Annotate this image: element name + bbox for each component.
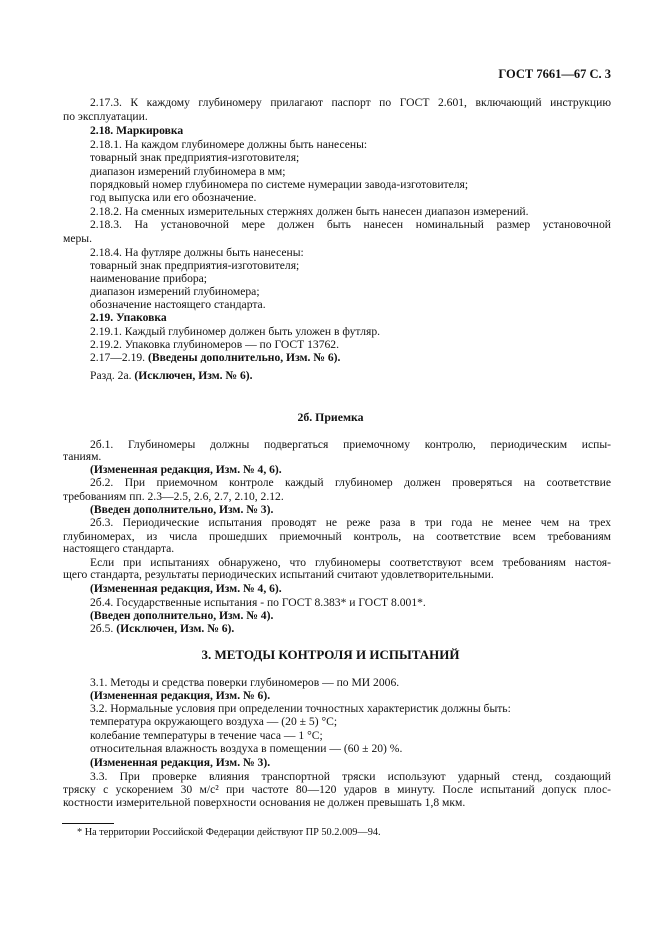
text-line	[90, 165, 611, 179]
text-line	[90, 351, 611, 365]
text-normal: 3.2. Нормальные условия при определении точностных характеристик должны быть:	[90, 702, 511, 715]
text-bold: (Измененная редакция, Изм. № 4, 6).	[90, 463, 282, 476]
text-normal: 2.19.2. Упаковка глубиномеров — по ГОСТ 13762.	[90, 338, 339, 351]
footnote: * На территории Российской Федерации действуют ПР 50.2.009—94.	[77, 827, 381, 838]
text-normal: 2.18.3. На установочной мере должен быть нанесен номинальный размер установочной	[90, 218, 611, 231]
text-normal: костности измерительной поверхности основания не должен превышать 1,8 мкм.	[63, 796, 466, 809]
text-line	[90, 476, 611, 490]
text-normal: 3.1. Методы и средства поверки глубиномеров — по МИ 2006.	[90, 676, 400, 689]
text-normal: меры.	[63, 232, 92, 245]
text-line	[90, 124, 611, 138]
text-normal: настоящего стандарта.	[63, 542, 175, 555]
text-line	[90, 218, 611, 232]
text-line	[90, 259, 611, 273]
text-bold: (Измененная редакция, Изм. № 3).	[90, 756, 271, 769]
text-normal: 2б.5.	[90, 622, 117, 635]
text-bold: (Измененная редакция, Изм. № 4, 6).	[90, 582, 282, 595]
text-normal: 2.17.3. К каждому глубиномеру прилагают паспорт по ГОСТ 2.601, включающий инструкцию	[90, 96, 611, 109]
text-line	[90, 622, 611, 636]
text-line	[90, 138, 611, 152]
text-line	[90, 151, 611, 165]
text-normal: порядковый номер глубиномера по системе нумерации завода-изготовителя;	[90, 178, 469, 191]
text-normal: щего стандарта, результаты периодических испытаний считают удовлетворительными.	[63, 568, 494, 581]
text-bold: 2.19. Упаковка	[90, 311, 167, 324]
text-normal: 2.18.4. На футляре должны быть нанесены:	[90, 246, 304, 259]
text-bold: (Исключен, Изм. № 6).	[116, 622, 235, 635]
text-normal: диапазон измерений глубиномера в мм;	[90, 165, 286, 178]
text-line	[90, 285, 611, 299]
text-line	[90, 689, 611, 703]
text-line	[63, 783, 611, 797]
text-line	[90, 369, 611, 383]
text-normal: 2.19.1. Каждый глубиномер должен быть уложен в футляр.	[90, 325, 381, 338]
text-line	[90, 702, 611, 716]
text-normal: 2б.3. Периодические испытания проводят не реже раза в три года не менее чем на трех	[90, 516, 611, 529]
text-normal: требованиям пп. 2.3—2.5, 2.6, 2.7, 2.10, 2.12.	[63, 490, 284, 503]
text-line	[90, 96, 611, 110]
text-normal: глубиномерах, из числа прошедших приемочный контроль, на соответствие всем требованиям	[63, 530, 611, 543]
text-normal: колебание температуры в течение часа — 1 °С;	[90, 729, 323, 742]
text-line	[63, 490, 611, 504]
text-line	[90, 756, 611, 770]
text-line	[63, 796, 611, 810]
text-bold: (Введен дополнительно, Изм. № 3).	[90, 503, 274, 516]
text-normal: относительная влажность воздуха в помещении — (60 ± 20) %.	[90, 742, 403, 755]
text-normal: диапазон измерений глубиномера;	[90, 285, 260, 298]
text-normal: таниям.	[63, 450, 102, 463]
text-line	[90, 298, 611, 312]
text-line	[90, 178, 611, 192]
text-line	[90, 325, 611, 339]
text-line	[63, 450, 611, 464]
text-line	[63, 542, 611, 556]
text-line	[90, 729, 611, 743]
text-normal: обозначение настоящего стандарта.	[90, 298, 266, 311]
text-line	[63, 232, 611, 246]
section-heading-acceptance: 2б. Приемка	[297, 410, 364, 424]
text-normal: год выпуска или его обозначение.	[90, 191, 257, 204]
text-normal: 2б.4. Государственные испытания - по ГОСТ 8.383* и ГОСТ 8.001*.	[90, 596, 426, 609]
text-line	[90, 582, 611, 596]
text-line	[63, 568, 611, 582]
text-normal: 2б.1. Глубиномеры должны подвергаться приемочному контролю, периодическим испы-	[90, 438, 611, 451]
text-line	[90, 272, 611, 286]
text-bold: 2.18. Маркировка	[90, 124, 184, 137]
text-normal: Если при испытаниях обнаружено, что глубиномеры соответствуют всем требованиям настоя-	[90, 556, 611, 569]
text-normal: товарный знак предприятия-изготовителя;	[90, 151, 300, 164]
text-line	[90, 246, 611, 260]
text-line	[90, 742, 611, 756]
text-normal: Разд. 2а.	[90, 369, 135, 382]
text-bold: (Введен дополнительно, Изм. № 4).	[90, 609, 274, 622]
text-normal: товарный знак предприятия-изготовителя;	[90, 259, 300, 272]
text-normal: 2.18.2. На сменных измерительных стержнях должен быть нанесен диапазон измерений.	[90, 205, 529, 218]
text-normal: 2б.2. При приемочном контроле каждый глубиномер должен проверяться на соответствие	[90, 476, 611, 489]
text-normal: 2.17—2.19.	[90, 351, 148, 364]
text-line	[90, 516, 611, 530]
text-bold: (Измененная редакция, Изм. № 6).	[90, 689, 271, 702]
page-header: ГОСТ 7661—67 С. 3	[498, 67, 611, 81]
text-line	[90, 715, 611, 729]
text-normal: 2.18.1. На каждом глубиномере должны быть нанесены:	[90, 138, 368, 151]
text-line	[90, 676, 611, 690]
text-bold: (Введены дополнительно, Изм. № 6).	[147, 351, 341, 364]
section-heading-methods: 3. МЕТОДЫ КОНТРОЛЯ И ИСПЫТАНИЙ	[201, 647, 460, 662]
text-line	[90, 609, 611, 623]
text-line	[90, 191, 611, 205]
text-line	[90, 338, 611, 352]
text-line	[90, 311, 611, 325]
text-bold: (Исключен, Изм. № 6).	[134, 369, 253, 382]
text-line	[90, 596, 611, 610]
text-line	[63, 110, 611, 124]
text-line	[90, 205, 611, 219]
text-normal: наименование прибора;	[90, 272, 208, 285]
text-line	[90, 770, 611, 784]
text-normal: по эксплуатации.	[63, 110, 148, 123]
text-line	[90, 503, 611, 517]
text-line	[90, 463, 611, 477]
text-normal: температура окружающего воздуха — (20 ± 5) °С;	[90, 715, 338, 728]
footnote-divider	[62, 823, 114, 824]
text-normal: 3.3. При проверке влияния транспортной тряски используют ударный стенд, создающий	[90, 770, 611, 783]
text-normal: тряску с ускорением 30 м/с² при частоте 80—120 ударов в минуту. После испытаний допуск плос-	[63, 783, 611, 796]
